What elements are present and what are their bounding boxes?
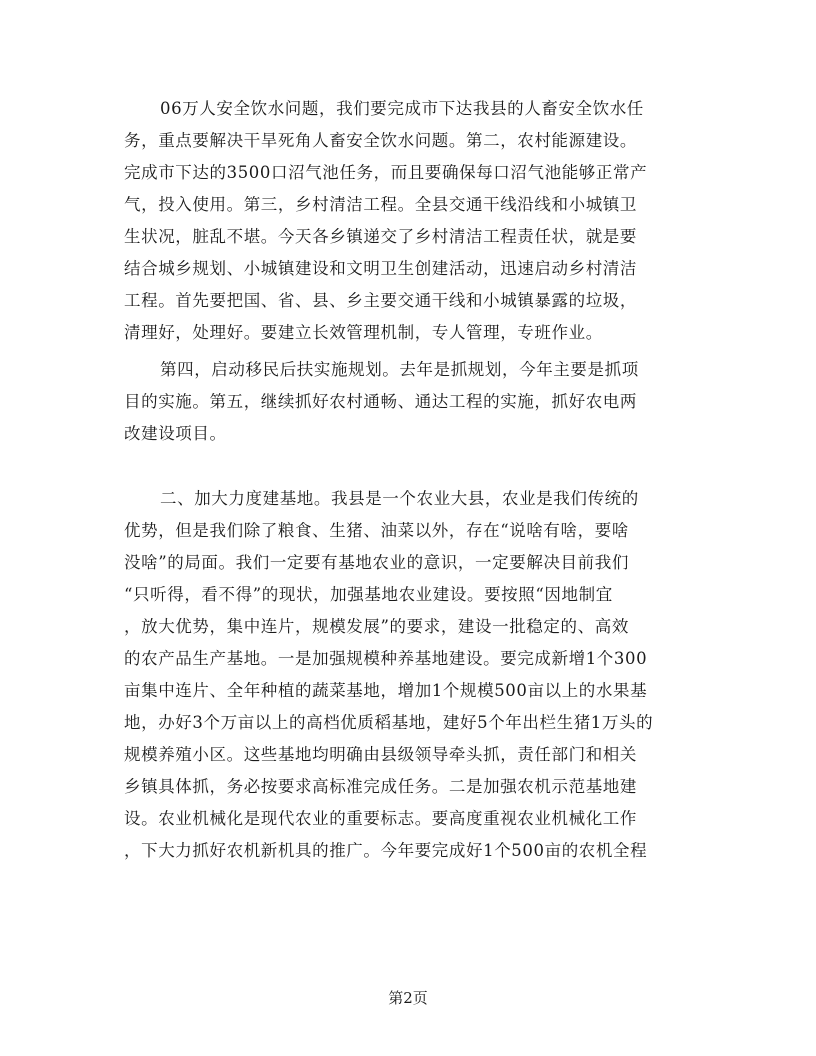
text-line: 第四，启动移民后扶实施规划。去年是抓规划，今年主要是抓项 [160,360,639,379]
text-line: 工程。首先要把国、省、县、乡主要交通干线和小城镇暴露的垃圾， [124,291,637,310]
text-line: 生状况，脏乱不堪。今天各乡镇递交了乡村清洁工程责任状，就是要 [124,227,637,246]
text-line: 完成市下达的3500口沼气池任务，而且要确保每口沼气池能够正常产 [124,163,648,182]
text-line: 气，投入使用。第三，乡村清洁工程。全县交通干线沿线和小城镇卫 [124,195,637,214]
text-line: 亩集中连片、全年种植的蔬菜基地，增加1个规模500亩以上的水果基 [124,681,648,700]
paragraph-resettlement-plan [124,354,639,450]
page-number: 第2页 [388,989,428,1007]
text-line: 改建设项目。 [124,424,227,443]
text-line: 规模养殖小区。这些基地均明确由县级领导牵头抓，责任部门和相关 [124,745,637,764]
text-line: 清理好，处理好。要建立长效管理机制，专人管理，专班作业。 [124,323,603,342]
text-line: 务，重点要解决干旱死角人畜安全饮水问题。第二，农村能源建设。 [124,131,637,150]
text-line: 设。农业机械化是现代农业的重要标志。要高度重视农业机械化工作 [124,809,637,828]
text-line: 06万人安全饮水问题，我们要完成市下达我县的人畜安全饮水任 [160,99,644,118]
text-line: 优势，但是我们除了粮食、生猪、油菜以外，存在“说啥有啥，要啥 [124,521,629,540]
text-line: ，下大力抓好农机新机具的推广。今年要完成好1个500亩的农机全程 [124,841,648,860]
text-line: ，放大优势，集中连片，规模发展”的要求，建设一批稳定的、高效 [124,617,629,636]
text-line: 二、加大力度建基地。我县是一个农业大县，农业是我们传统的 [160,489,639,508]
text-line: 地，办好3个万亩以上的高档优质稻基地，建好5个年出栏生猪1万头的 [124,713,654,732]
text-line: 没啥”的局面。我们一定要有基地农业的意识，一定要解决目前我们 [124,553,629,572]
text-line: “只听得，看不得”的现状，加强基地农业建设。要按照“因地制宜 [124,585,613,604]
text-line: 的农产品生产基地。一是加强规模种养基地建设。要完成新增1个300 [124,649,648,668]
paragraph-rural-infrastructure [124,93,647,349]
text-line: 结合城乡规划、小城镇建设和文明卫生创建活动，迅速启动乡村清洁 [124,259,637,278]
text-line: 目的实施。第五，继续抓好农村通畅、通达工程的实施，抓好农电两 [124,392,637,411]
text-line: 乡镇具体抓，务必按要求高标准完成任务。二是加强农机示范基地建 [124,777,637,796]
paragraph-build-bases [124,483,653,867]
